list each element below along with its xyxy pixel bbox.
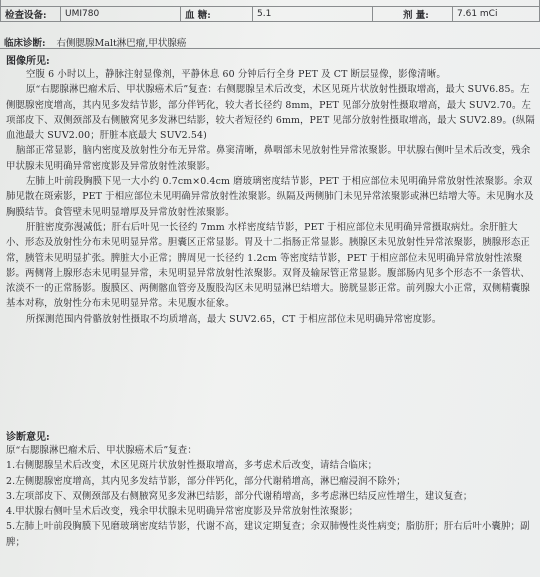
glucose-label: 血 糖:: [181, 6, 253, 21]
findings-paragraph: 所探测范围内骨骼放射性摄取不均质增高，最大 SUV2.65，CT 于相应部位未见明确异常密度影。: [26, 313, 442, 325]
device-value: UMI780: [61, 6, 181, 21]
diagnosis-body: [6, 443, 536, 550]
findings-title: 图像所见:: [6, 56, 50, 67]
clinical-label: 临床诊断:: [4, 38, 46, 49]
device-label: 检查设备:: [1, 6, 61, 21]
findings-paragraph: 原“右腮腺淋巴瘤术后、甲状腺癌术后”复查：右侧腮腺呈术后改变，术区见斑片状放射性摄取增高，最大 SUV6.85。左侧腮腺密度增高，其内见多发结节影，部分伴钙化，较大者长径约 8mm，PET 见部分放射性摄取增高，最大 SUV2.70。左项部皮下、双侧颈部及右侧腋窝见多发淋巴结影，较大者短径约 6mm，PET 见部分放射性摄取增高，最大 SUV2.89。(纵隔血池最大 SUV2.00；肝脏本底最大 SUV2.54): [6, 84, 535, 142]
diagnosis-intro: 原“右腮腺淋巴瘤术后、甲状腺癌术后”复查：: [6, 445, 197, 456]
findings-paragraph: 肝脏密度弥漫减低；肝右后叶见一长径约 7mm 水样密度结节影，PET 于相应部位未见明确异常摄取病灶。余肝脏大小、形态及放射性分布未见明显异常。胆囊区正常显影。胃及十二指肠正常显影。胰腺区未见放射性异常浓聚影，胰腺形态正常，胰管未见明显扩张。脾脏大小正常；脾周见一长径约 1.2cm 等密度结节影，PET 于相应部位未见明确异常放射性浓聚影。两侧肾上腺形态未见明显异常，未见明显异常放射性浓聚影。双肾及输尿管正常显影。腹部肠内见多个形态不一条管状、浓淡不一的正常肠影。腹膜区、两侧髂血管旁及腹股沟区未见明显淋巴结增大。膀胱显影正常。前列腺大小正常，双侧精囊腺基本对称，放射性分布未见明显异常。未见腹水征象。: [6, 221, 530, 310]
findings-paragraph: 空腹 6 小时以上，静脉注射显像剂，平静休息 60 分钟后行全身 PET 及 CT 断层显像，影像清晰。: [26, 69, 446, 80]
diagnosis-item: 1.右侧腮腺呈术后改变，术区见斑片状放射性摄取增高，多考虑术后改变，请结合临床；: [6, 460, 378, 472]
clinical-diagnosis-row: [0, 33, 540, 49]
diagnosis-item: 5.左肺上叶前段胸膜下见磨玻璃密度结节影，代谢不高，建议定期复查；余双肺慢性炎性病变；脂肪肝；肝右后叶小囊肿；副脾；: [6, 521, 530, 548]
glucose-value: 5.1: [253, 6, 373, 21]
patient-info-table: [0, 0, 540, 22]
dose-value: 7.61 mCi: [453, 6, 540, 21]
diagnosis-item: 2.左侧腮腺密度增高，其内见多发结节影，部分伴钙化，部分代谢稍增高，淋巴瘤浸润不除外；: [6, 475, 406, 487]
clinical-value: 右侧腮腺Malt淋巴瘤,甲状腺癌: [56, 38, 187, 49]
findings-body: [6, 67, 536, 327]
diagnosis-title: 诊断意见:: [6, 432, 50, 443]
diagnosis-item: 3.左项部皮下、双侧颈部及右侧腋窝见多发淋巴结影，部分代谢稍增高，多考虑淋巴结反应性增生，建议复查；: [6, 490, 473, 502]
findings-paragraph: 脑部正常显影，脑内密度及放射性分布无异常。鼻窦清晰，鼻咽部未见放射性异常浓聚影。甲状腺右侧叶呈术后改变，残余甲状腺未见明确异常密度影及异常放射性浓聚影。: [6, 145, 531, 172]
findings-paragraph: 左肺上叶前段胸膜下见一大小约 0.7cm×0.4cm 磨玻璃密度结节影，PET 于相应部位未见明确异常放射性浓聚影。余双肺见散在斑索影，PET 于相应部位未见明确异常放射性浓聚影。纵隔及两侧肺门未见异常浓聚影或淋巴结增大等。未见胸水及胸膜结节。食管壁未见明显增厚及异常放射性浓聚影。: [6, 176, 534, 218]
dose-label: 剂 量:: [373, 6, 453, 21]
diagnosis-item: 4.甲状腺右侧叶呈术后改变，残余甲状腺未见明确异常密度影及异常放射性浓聚影；: [6, 506, 359, 518]
